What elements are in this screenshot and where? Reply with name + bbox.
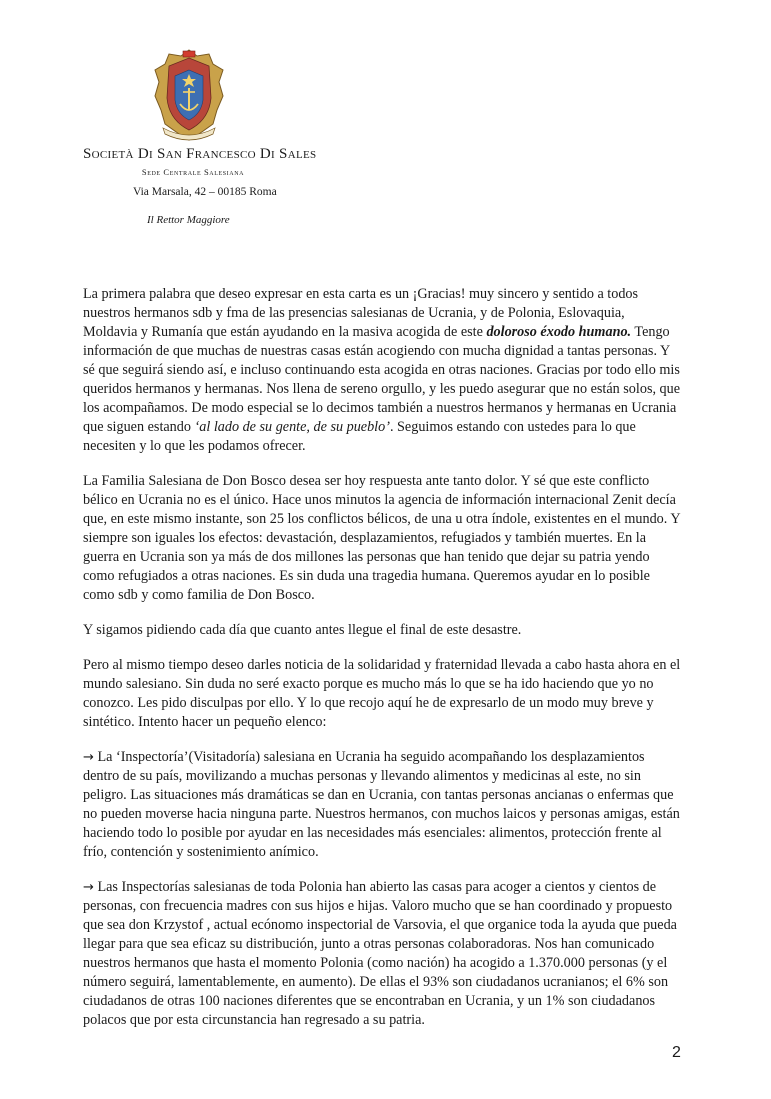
organization-name: Società Di San Francesco Di Sales <box>83 146 317 162</box>
arrow-right-icon: → <box>83 880 94 895</box>
list-item-poland <box>83 878 681 1030</box>
paragraph-thanks <box>83 285 681 456</box>
sender-role: Il Rettor Maggiore <box>147 214 230 226</box>
letter-body <box>83 285 681 1046</box>
list-item-ukraine <box>83 748 681 862</box>
paragraph-family: La Familia Salesiana de Don Bosco desea ser hoy respuesta ante tanto dolor. Y sé que este conflicto bélico en Ucrania no es el único. Hace unos minutos la agencia de información internacional Zenit decía que, en este mismo instante, son 25 los conflictos bélicos, de una u otra índole, existentes en el mundo. Y siempre son iguales los efectos: devastación, desplazamientos, refugiados y también muertes. En la guerra en Ucrania son ya más de dos millones las personas que han tenido que dejar su patria yendo como refugiados a otras naciones. Es sin duda una tragedia humana. Queremos ayudar en lo posible como sdb y como familia de Don Bosco. <box>83 473 681 603</box>
list-item-text: La ‘Inspectoría’(Visitadoría) salesiana en Ucrania ha seguido acompañando los desplazamientos dentro de su país, movilizando a muchas personas y llevando alimentos y medicinas al este, no sin peligro. Las situaciones más dramáticas se dan en Ucrania, con tantas personas ancianas o enfermas que no pueden moverse hacia ninguna parte. Nuestros hermanos, con muchos laicos y personas amigas, están haciendo todo lo posible por ayudar en las necesidades más esenciales: alimentos, protección frente al frío, contención y sostenimiento anímico. <box>83 749 680 860</box>
organization-subtitle: Sede Centrale Salesiana <box>141 167 245 177</box>
salesian-crest-logo <box>153 48 225 144</box>
paragraph-text: La primera palabra que deseo expresar en esta carta es un ¡Gracias! muy sincero y sentido a todos nuestros hermanos sdb y fma de las presencias salesianas de Ucrania, y de Polonia, Eslovaquia, Moldavia y Rumanía que están ayudando en la masiva acogida de este <box>83 286 639 340</box>
quoted-text: ‘al lado de su gente, de su pueblo’ <box>194 419 390 435</box>
paragraph-text: . Seguimos estando con ustedes para lo que necesiten y lo que les podamos ofrecer. <box>83 419 636 454</box>
arrow-right-icon: → <box>83 750 94 765</box>
paragraph-text: Tengo información de que muchas de nuestras casas están acogiendo con mucha dignidad a tantas personas. Y sé que seguirá siendo así, e incluso continuando esta acogida en otras naciones. Gracias por todo ello mis queridos hermanos y hermanas. Nos llena de sereno orgullo, y les puedo asegurar que no están solos, que los acompañamos. De modo especial se lo decimos también a nuestros hermanos y hermanas en Ucrania que siguen estando <box>83 324 681 435</box>
emphasis-text: doloroso éxodo humano. <box>486 324 632 340</box>
paragraph-solidarity: Pero al mismo tiempo deseo darles noticia de la solidaridad y fraternidad llevada a cabo hasta ahora en el mundo salesiano. Sin duda no seré exacto porque es mucho más lo que se ha ido haciendo que yo no conozco. Les pido disculpas por ello. Y lo que recojo aquí he de expresarlo de un modo muy breve y sintético. Intento hacer un pequeño elenco: <box>83 657 681 730</box>
list-item-text: Las Inspectorías salesianas de toda Polonia han abierto las casas para acoger a cientos y cientos de personas, con frecuencia madres con sus hijos e hijas. Valoro mucho que se han coordinado y propuesto que sea don Krzystof , actual ecónomo inspectorial de Varsovia, el que organice toda la ayuda que pueda llegar para que sea eficaz su distribución, junto a otras personas colaboradoras. Nos han comunicado nuestros hermanos que hasta el momento Polonia (como nación) ha acogido a 1.370.000 personas (y el número seguirá, lamentablemente, en aumento). De ellas el 93% son ciudadanos ucranianos; el 6% son ciudadanos de otras 100 naciones diferentes que se encontraban en Ucrania, y un 1% son ciudadanos polacos que por esta circunstancia han regresado a su patria. <box>83 879 677 1028</box>
page-number: 2 <box>672 1044 681 1061</box>
paragraph-prayer: Y sigamos pidiendo cada día que cuanto antes llegue el final de este desastre. <box>83 622 522 638</box>
organization-address: Via Marsala, 42 – 00185 Roma <box>133 186 277 198</box>
